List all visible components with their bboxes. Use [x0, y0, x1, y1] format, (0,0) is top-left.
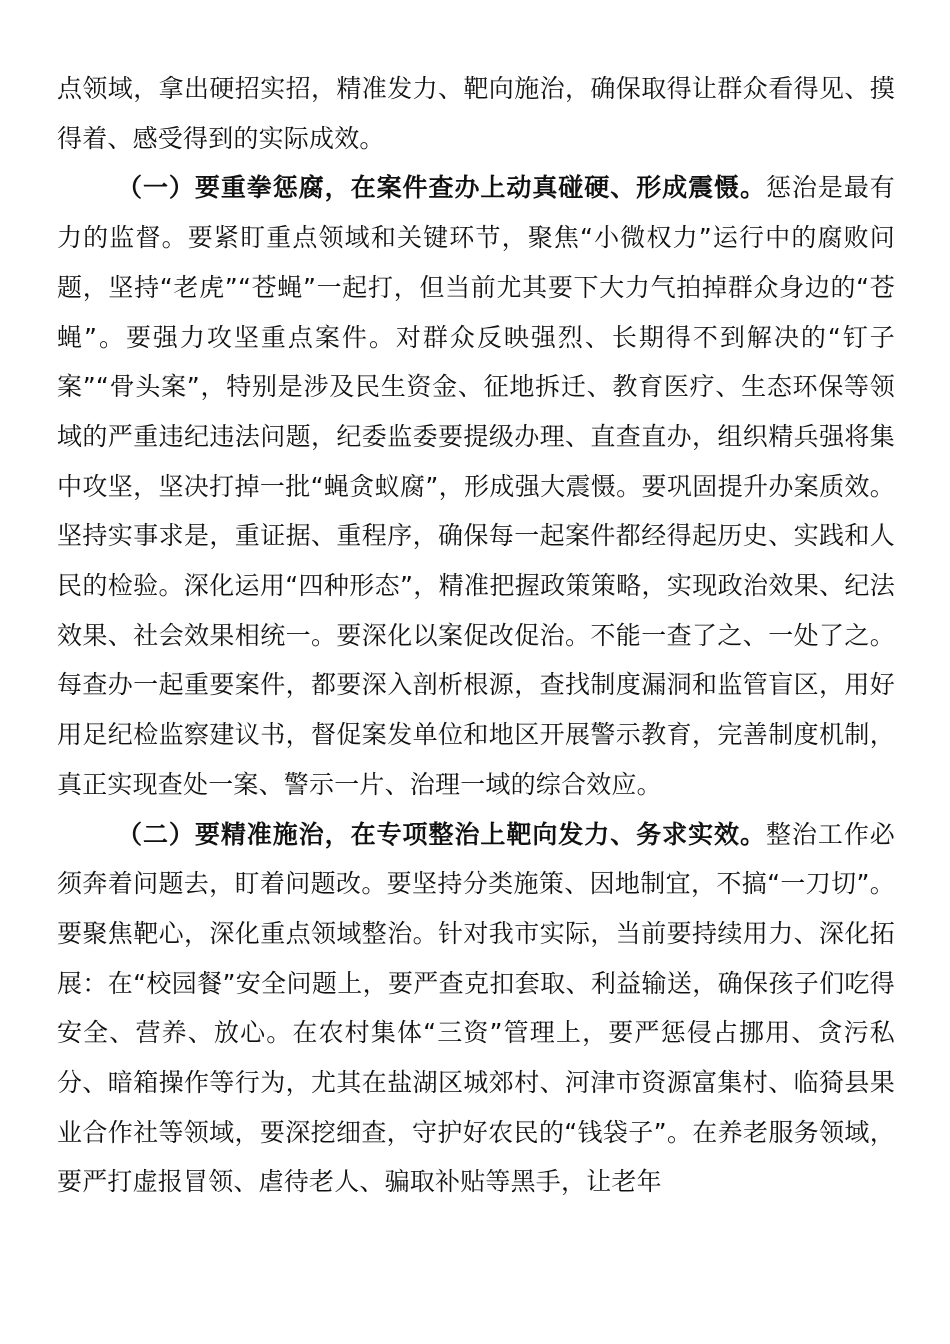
paragraph-intro — [57, 64, 895, 163]
paragraph-section-1 — [57, 163, 895, 809]
section-1-heading: （一）要重拳惩腐，在案件查办上动真碰硬、形成震慑。 — [117, 173, 766, 203]
section-2-text: 整治工作必须奔着问题去，盯着问题改。要坚持分类施策、因地制宜，不搞“一刀切”。要聚焦靶心，深化重点领域整治。针对我市实际，当前要持续用力、深化拓展：在“校园餐”安全问题上，要严查克扣套取、利益输送，确保孩子们吃得安全、营养、放心。在农村集体“三资”管理上，要严惩侵占挪用、贪污私分、暗箱操作等行为，尤其在盐湖区城郊村、河津市资源富集村、临猗县果业合作社等领域，要深挖细查，守护好农民的“钱袋子”。在养老服务领域，要严打虚报冒领、虐待老人、骗取补贴等黑手，让老年 — [57, 819, 895, 1197]
paragraph-intro-text: 点领域，拿出硬招实招，精准发力、靶向施治，确保取得让群众看得见、摸得着、感受得到的实际成效。 — [57, 74, 895, 153]
section-1-text: 惩治是最有力的监督。要紧盯重点领域和关键环节，聚焦“小微权力”运行中的腐败问题，坚持“老虎”“苍蝇”一起打，但当前尤其要下大力气拍掉群众身边的“苍蝇”。要强力攻坚重点案件。对群众反映强烈、长期得不到解决的“钉子案”“骨头案”，特别是涉及民生资金、征地拆迁、教育医疗、生态环保等领域的严重违纪违法问题，纪委监委要提级办理、直查直办，组织精兵强将集中攻坚，坚决打掉一批“蝇贪蚁腐”，形成强大震慑。要巩固提升办案质效。坚持实事求是，重证据、重程序，确保每一起案件都经得起历史、实践和人民的检验。深化运用“四种形态”，精准把握政策策略，实现政治效果、纪法效果、社会效果相统一。要深化以案促改促治。不能一查了之、一处了之。每查办一起重要案件，都要深入剖析根源，查找制度漏洞和监管盲区，用好用足纪检监察建议书，督促案发单位和地区开展警示教育，完善制度机制，真正实现查处一案、警示一片、治理一域的综合效应。 — [57, 173, 895, 799]
document-page — [57, 64, 895, 1207]
paragraph-section-2 — [57, 810, 895, 1208]
section-2-heading: （二）要精准施治，在专项整治上靶向发力、务求实效。 — [117, 819, 766, 849]
